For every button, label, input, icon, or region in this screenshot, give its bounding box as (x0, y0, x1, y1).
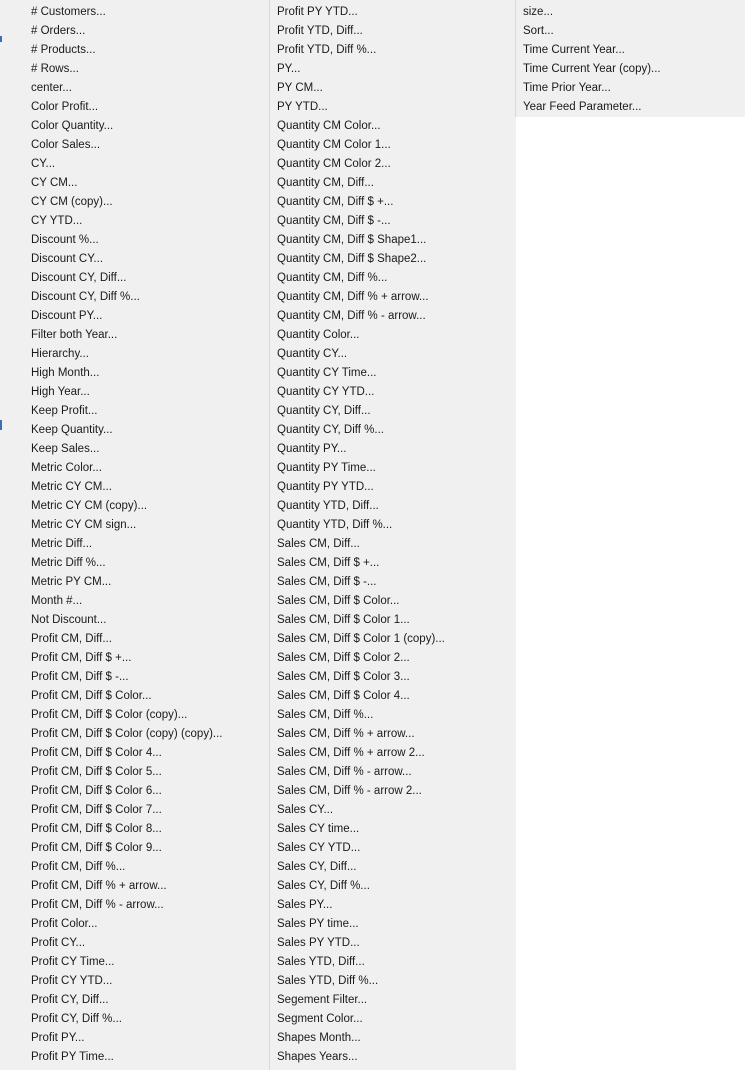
menu-item[interactable]: PY YTD... (277, 101, 328, 113)
menu-column-3 (516, 3, 742, 117)
menu-item[interactable]: Profit CY Time... (31, 956, 115, 968)
menu-item[interactable]: Quantity CY YTD... (277, 386, 375, 398)
menu-item[interactable]: Quantity Color... (277, 329, 360, 341)
menu-item[interactable]: Sales CM, Diff $ Color 3... (277, 671, 410, 683)
menu-item[interactable]: Color Quantity... (31, 120, 114, 132)
menu-item[interactable]: Not Discount... (31, 614, 107, 626)
menu-item[interactable]: CY... (31, 158, 56, 170)
menu-item[interactable]: Metric CY CM (copy)... (31, 500, 148, 512)
menu-item[interactable]: Sales CM, Diff... (277, 538, 360, 550)
menu-item[interactable]: Sales CM, Diff % + arrow... (277, 728, 415, 740)
edge-marker (0, 420, 2, 430)
menu-item[interactable]: Profit PY... (31, 1032, 85, 1044)
menu-item[interactable]: High Month... (31, 367, 100, 379)
menu-item[interactable]: Profit CM, Diff % + arrow... (31, 880, 167, 892)
menu-item[interactable]: Year Feed Parameter... (523, 101, 642, 113)
menu-column-1 (24, 3, 266, 1067)
menu-item[interactable]: Quantity YTD, Diff %... (277, 519, 393, 531)
menu-item[interactable]: Segment Color... (277, 1013, 363, 1025)
menu-item[interactable]: # Customers... (31, 6, 106, 18)
menu-item[interactable]: Hierarchy... (31, 348, 89, 360)
menu-item[interactable]: Time Current Year (copy)... (523, 63, 661, 75)
menu-item[interactable]: Shapes Month... (277, 1032, 361, 1044)
menu-item[interactable]: Color Profit... (31, 101, 99, 113)
menu-item[interactable]: Segement Filter... (277, 994, 368, 1006)
menu-item[interactable]: Profit CM, Diff... (31, 633, 112, 645)
menu-empty-area (516, 117, 745, 1070)
menu-item[interactable]: Sales CM, Diff $ Color 4... (277, 690, 410, 702)
menu-column-2 (270, 3, 512, 1067)
menu-item[interactable]: Sales CM, Diff $ Color 1... (277, 614, 410, 626)
menu-item[interactable]: Quantity CM Color 2... (277, 158, 391, 170)
menu-item[interactable]: Sales CM, Diff $ Color 2... (277, 652, 410, 664)
menu-item[interactable]: Metric Color... (31, 462, 102, 474)
menu-item[interactable]: Sales YTD, Diff %... (277, 975, 379, 987)
menu-item[interactable]: Profit PY YTD... (277, 6, 358, 18)
menu-item[interactable]: Quantity CM, Diff $ Shape2... (277, 253, 427, 265)
menu-item[interactable]: Metric Diff %... (31, 557, 106, 569)
menu-item[interactable]: Discount CY, Diff %... (31, 291, 140, 303)
menu-item[interactable]: Time Prior Year... (523, 82, 611, 94)
menu-item[interactable]: Profit CM, Diff $ Color 5... (31, 766, 162, 778)
menu-item[interactable]: Profit CM, Diff $ +... (31, 652, 132, 664)
menu-item[interactable]: Quantity CM, Diff... (277, 177, 374, 189)
menu-item[interactable]: Sales YTD, Diff... (277, 956, 365, 968)
menu-item[interactable]: Sales CM, Diff %... (277, 709, 374, 721)
menu-item[interactable]: High Year... (31, 386, 90, 398)
menu-item[interactable]: Profit CM, Diff $ Color 8... (31, 823, 162, 835)
menu-item[interactable]: CY YTD... (31, 215, 83, 227)
menu-item[interactable]: Keep Sales... (31, 443, 100, 455)
menu-item[interactable]: PY CM... (277, 82, 323, 94)
menu-item[interactable]: Quantity CM, Diff $ Shape1... (277, 234, 427, 246)
menu-item[interactable]: Quantity YTD, Diff... (277, 500, 379, 512)
menu-item[interactable]: Profit CM, Diff $ Color 6... (31, 785, 162, 797)
menu-item[interactable]: CY CM (copy)... (31, 196, 113, 208)
menu-item[interactable]: Sales CY, Diff %... (277, 880, 370, 892)
menu-item[interactable]: Profit CY... (31, 937, 86, 949)
menu-item[interactable]: Shapes Years... (277, 1051, 358, 1063)
menu-item[interactable]: Profit YTD, Diff %... (277, 44, 377, 56)
menu-item[interactable]: Profit CM, Diff $ Color 4... (31, 747, 162, 759)
menu-item[interactable]: Profit CM, Diff $ Color (copy)... (31, 709, 188, 721)
menu-item[interactable]: Sales PY time... (277, 918, 359, 930)
menu-item[interactable]: Color Sales... (31, 139, 101, 151)
menu-item[interactable]: Quantity PY Time... (277, 462, 376, 474)
menu-item[interactable]: # Rows... (31, 63, 79, 75)
menu-item[interactable]: Quantity PY YTD... (277, 481, 374, 493)
window-left-edge (0, 0, 24, 1070)
menu-item[interactable]: Metric Diff... (31, 538, 93, 550)
menu-item[interactable]: Sales CM, Diff $ -... (277, 576, 377, 588)
menu-item[interactable]: Quantity CY, Diff... (277, 405, 371, 417)
menu-item[interactable]: Metric PY CM... (31, 576, 112, 588)
menu-item[interactable]: Sales CM, Diff % - arrow... (277, 766, 412, 778)
menu-item[interactable]: Profit CM, Diff % - arrow... (31, 899, 164, 911)
menu-item[interactable]: Metric CY CM sign... (31, 519, 137, 531)
menu-item[interactable]: Profit CY, Diff %... (31, 1013, 122, 1025)
menu-item[interactable]: Sales CM, Diff % + arrow 2... (277, 747, 425, 759)
menu-item[interactable]: Quantity CM Color... (277, 120, 381, 132)
menu-item[interactable]: Sales CM, Diff $ Color... (277, 595, 400, 607)
menu-item[interactable]: PY... (277, 63, 301, 75)
menu-item[interactable]: Time Current Year... (523, 44, 625, 56)
menu-item[interactable]: Profit CY YTD... (31, 975, 113, 987)
menu-item[interactable]: Profit CM, Diff $ Color... (31, 690, 152, 702)
menu-item[interactable]: Profit CY, Diff... (31, 994, 109, 1006)
menu-item[interactable]: Quantity CM, Diff % - arrow... (277, 310, 426, 322)
menu-item[interactable]: Quantity CM, Diff %... (277, 272, 388, 284)
menu-item[interactable]: Quantity CY, Diff %... (277, 424, 384, 436)
menu-item[interactable]: Filter both Year... (31, 329, 118, 341)
menu-item[interactable]: Sales CM, Diff $ +... (277, 557, 380, 569)
menu-item[interactable]: Profit CM, Diff $ -... (31, 671, 129, 683)
menu-item[interactable]: Quantity CM, Diff $ -... (277, 215, 391, 227)
menu-item[interactable]: CY CM... (31, 177, 78, 189)
menu-item[interactable]: Keep Quantity... (31, 424, 113, 436)
menu-item[interactable]: Sales CY YTD... (277, 842, 361, 854)
menu-item[interactable]: Sales CY time... (277, 823, 360, 835)
menu-item[interactable]: Quantity CM Color 1... (277, 139, 391, 151)
menu-item[interactable]: Profit CM, Diff $ Color 7... (31, 804, 162, 816)
menu-item[interactable]: Discount CY... (31, 253, 104, 265)
menu-item[interactable]: Profit CM, Diff $ Color 9... (31, 842, 162, 854)
menu-item[interactable]: size... (523, 6, 554, 18)
menu-item[interactable]: Quantity CY Time... (277, 367, 377, 379)
menu-item[interactable]: Quantity PY... (277, 443, 347, 455)
menu-item[interactable]: Sales CY, Diff... (277, 861, 357, 873)
menu-item[interactable]: Quantity CY... (277, 348, 348, 360)
menu-item[interactable]: Profit Color... (31, 918, 98, 930)
menu-item[interactable]: Profit CM, Diff $ Color (copy) (copy)... (31, 728, 223, 740)
menu-item[interactable]: Quantity CM, Diff $ +... (277, 196, 394, 208)
menu-item[interactable]: Sales CM, Diff % - arrow 2... (277, 785, 422, 797)
menu-item[interactable]: Sort... (523, 25, 554, 37)
menu-item[interactable]: # Orders... (31, 25, 86, 37)
menu-item[interactable]: Month #... (31, 595, 83, 607)
menu-item[interactable]: Keep Profit... (31, 405, 98, 417)
menu-item[interactable]: Quantity CM, Diff % + arrow... (277, 291, 429, 303)
menu-item[interactable]: # Products... (31, 44, 96, 56)
menu-item[interactable]: Profit YTD, Diff... (277, 25, 363, 37)
menu-item[interactable]: Sales PY... (277, 899, 333, 911)
edge-marker (0, 36, 2, 42)
menu-item[interactable]: Sales CM, Diff $ Color 1 (copy)... (277, 633, 445, 645)
menu-item[interactable]: Profit CM, Diff %... (31, 861, 126, 873)
menu-item[interactable]: center... (31, 82, 72, 94)
menu-item[interactable]: Profit PY Time... (31, 1051, 114, 1063)
menu-item[interactable]: Metric CY CM... (31, 481, 112, 493)
menu-item[interactable]: Discount %... (31, 234, 99, 246)
menu-item[interactable]: Sales PY YTD... (277, 937, 360, 949)
menu-item[interactable]: Sales CY... (277, 804, 334, 816)
menu-item[interactable]: Discount CY, Diff... (31, 272, 127, 284)
menu-item[interactable]: Discount PY... (31, 310, 103, 322)
